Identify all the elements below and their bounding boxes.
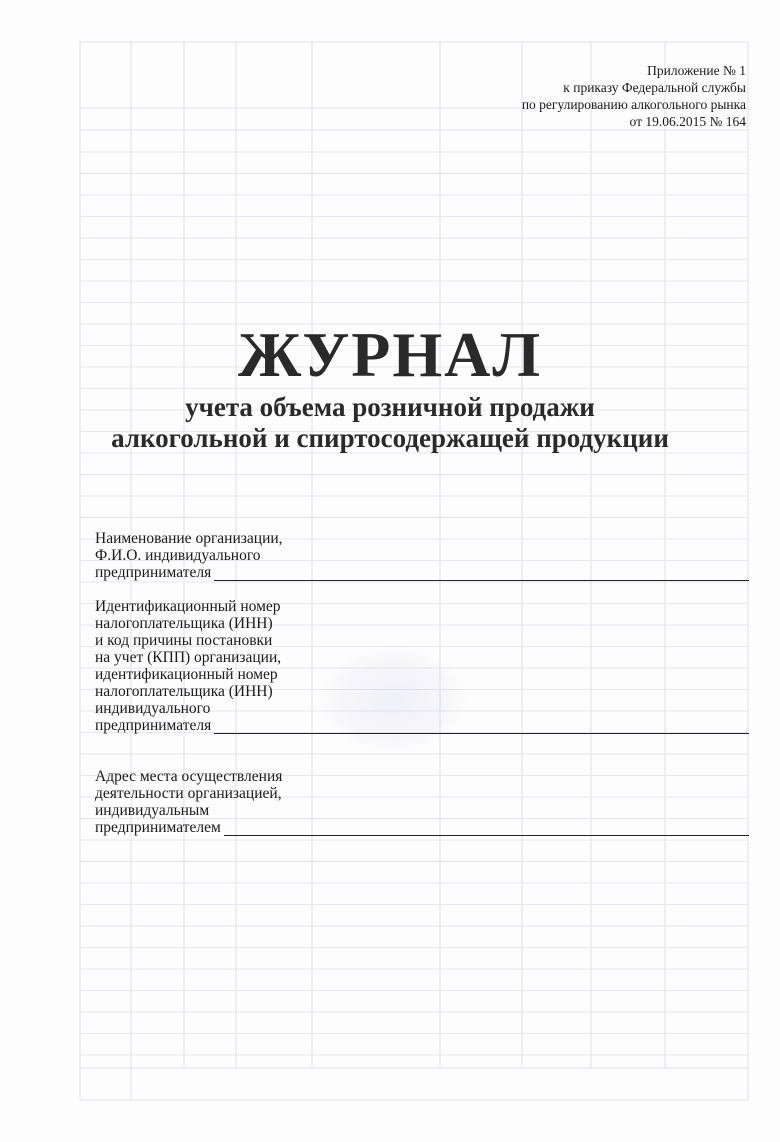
field-label-line: Ф.И.О. индивидуального	[95, 547, 261, 564]
field-label-line: и код причины постановки	[95, 632, 273, 649]
inn-kpp-field	[95, 598, 749, 734]
document-title: ЖУРНАЛ	[237, 319, 543, 390]
field-label-line: индивидуального	[95, 700, 211, 717]
field-label-line: деятельности организацией,	[95, 785, 282, 802]
appendix-line-1: Приложение № 1	[647, 63, 746, 78]
field-label-line: налогоплательщика (ИНН)	[95, 615, 273, 632]
field-label-line: идентификационный номер	[95, 666, 278, 683]
organization-name-field	[95, 530, 749, 581]
field-fill-line	[95, 819, 749, 836]
subtitle-line-1: учета объема розничной продажи	[185, 392, 595, 422]
organization-name-input-line[interactable]	[214, 567, 749, 581]
appendix-line-4: от 19.06.2015 № 164	[629, 114, 746, 129]
appendix-line-2: к приказу Федеральной службы	[563, 80, 746, 95]
field-label-line: Наименование организации,	[95, 530, 283, 547]
appendix-line-3: по регулированию алкогольного рынка	[521, 97, 746, 112]
subtitle-line-2: алкогольной и спиртосодержащей продукции	[111, 423, 669, 453]
field-label-line: предпринимателем	[95, 819, 221, 836]
appendix-note	[522, 62, 746, 130]
field-fill-line	[95, 564, 749, 581]
inn-kpp-input-line[interactable]	[214, 720, 749, 734]
field-label-line: предпринимателя	[95, 717, 212, 734]
address-input-line[interactable]	[224, 822, 749, 836]
address-field	[95, 768, 749, 836]
field-label-line: Идентификационный номер	[95, 598, 281, 615]
field-label-line: на учет (КПП) организации,	[95, 649, 282, 666]
document-subtitle	[0, 392, 780, 454]
field-label-line: индивидуальным	[95, 802, 210, 819]
field-fill-line	[95, 717, 749, 734]
field-label-line: Адрес места осуществления	[95, 768, 283, 785]
field-label-line: предпринимателя	[95, 564, 212, 581]
field-label-line: налогоплательщика (ИНН)	[95, 683, 273, 700]
